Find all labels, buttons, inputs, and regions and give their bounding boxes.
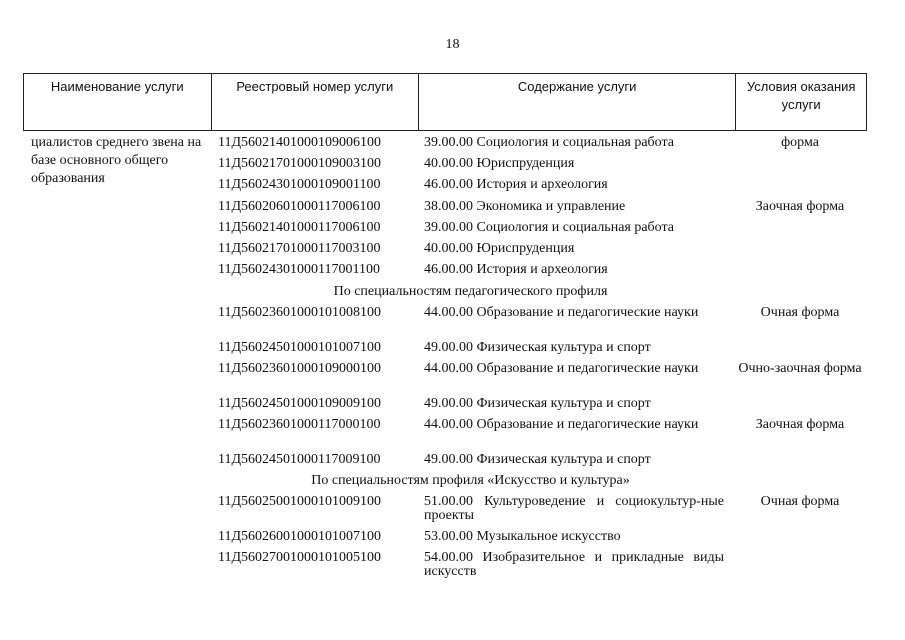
service-content: 51.00.00 Культуроведение и социокультур-ные проекты bbox=[424, 494, 724, 523]
registry-number: 11Д56024301000109001100 bbox=[218, 177, 381, 192]
service-content: 39.00.00 Социология и социальная работа bbox=[424, 220, 674, 235]
service-condition: Очная форма bbox=[760, 305, 840, 320]
page-number: 18 bbox=[445, 37, 460, 52]
service-condition: Заочная форма bbox=[755, 199, 845, 214]
registry-number: 11Д56024501000117009100 bbox=[218, 452, 381, 467]
registry-number: 11Д56024501000101007100 bbox=[218, 340, 382, 355]
service-content: 38.00.00 Экономика и управление bbox=[424, 199, 626, 214]
registry-number: 11Д56024301000117001100 bbox=[218, 262, 380, 277]
service-content: 44.00.00 Образование и педагогические науки bbox=[424, 361, 699, 376]
header-service-name: Наименование услуги bbox=[24, 74, 212, 130]
section-heading-pedagogical: По специальностям педагогического профиля bbox=[333, 284, 608, 299]
registry-number: 11Д56021401000117006100 bbox=[218, 220, 381, 235]
service-content: 46.00.00 История и археология bbox=[424, 177, 608, 192]
service-condition: Очная форма bbox=[760, 494, 840, 509]
service-content: 39.00.00 Социология и социальная работа bbox=[424, 135, 674, 150]
registry-number: 11Д56023601000109000100 bbox=[218, 361, 382, 376]
header-registry-number: Реестровый номер услуги bbox=[212, 74, 420, 130]
header-service-content: Содержание услуги bbox=[419, 74, 736, 130]
service-condition: Очно-заочная форма bbox=[738, 361, 862, 376]
service-content: 53.00.00 Музыкальное искусство bbox=[424, 529, 621, 544]
service-content: 46.00.00 История и археология bbox=[424, 262, 608, 277]
service-content: 40.00.00 Юриспруденция bbox=[424, 241, 575, 256]
registry-number: 11Д56021701000109003100 bbox=[218, 156, 382, 171]
table-header bbox=[23, 73, 867, 131]
registry-number: 11Д56023601000117000100 bbox=[218, 417, 381, 432]
registry-number: 11Д56024501000109009100 bbox=[218, 396, 382, 411]
section-heading-arts: По специальностям профиля «Искусство и культура» bbox=[311, 473, 630, 488]
registry-number: 11Д56023601000101008100 bbox=[218, 305, 382, 320]
service-content: 40.00.00 Юриспруденция bbox=[424, 156, 575, 171]
registry-number: 11Д56027001000101005100 bbox=[218, 550, 382, 565]
registry-number: 11Д56020601000117006100 bbox=[218, 199, 381, 214]
service-content: 54.00.00 Изобразительное и прикладные виды искусств bbox=[424, 550, 724, 579]
service-condition: Заочная форма bbox=[755, 417, 845, 432]
registry-number: 11Д56026001000101007100 bbox=[218, 529, 382, 544]
service-content: 44.00.00 Образование и педагогические науки bbox=[424, 305, 699, 320]
service-content: 49.00.00 Физическая культура и спорт bbox=[424, 340, 651, 355]
registry-number: 11Д56021401000109006100 bbox=[218, 135, 382, 150]
service-name: циалистов среднего звена на базе основного общего образования bbox=[31, 135, 202, 186]
header-service-conditions: Условия оказания услуги bbox=[746, 79, 856, 112]
service-content: 49.00.00 Физическая культура и спорт bbox=[424, 452, 651, 467]
service-content: 44.00.00 Образование и педагогические науки bbox=[424, 417, 699, 432]
registry-number: 11Д56021701000117003100 bbox=[218, 241, 381, 256]
registry-number: 11Д56025001000101009100 bbox=[218, 494, 382, 509]
service-content: 49.00.00 Физическая культура и спорт bbox=[424, 396, 651, 411]
service-condition: форма bbox=[781, 135, 819, 150]
